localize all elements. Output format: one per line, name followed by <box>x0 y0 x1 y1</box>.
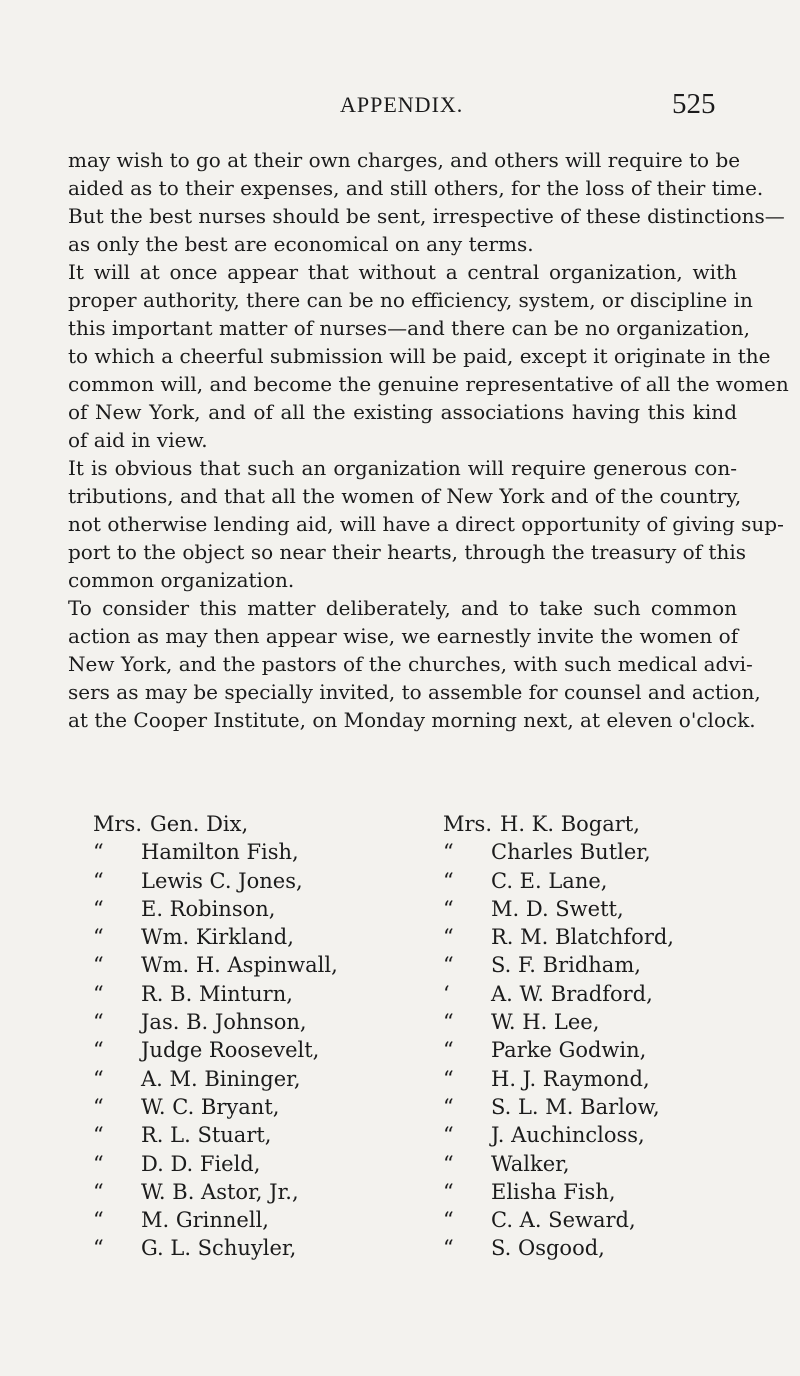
text-line: this important matter of nurses—and there can be no organization, <box>68 316 751 340</box>
ditto-mark: “ <box>443 1236 454 1261</box>
signatory <box>93 1206 338 1234</box>
running-head: APPENDIX. <box>340 92 464 117</box>
signatory <box>93 1150 338 1178</box>
signatory-name: R. L. Stuart, <box>141 1123 272 1148</box>
signatory <box>93 923 338 951</box>
signatory-name: C. A. Seward, <box>491 1208 636 1233</box>
signatory-name: E. Robinson, <box>141 896 276 921</box>
text-line: proper authority, there can be no efficiency, system, or discipline in <box>68 288 753 312</box>
text-line: sers as may be specially invited, to assemble for counsel and action, <box>68 680 761 704</box>
ditto-mark: “ <box>443 1179 454 1204</box>
ditto-mark: “ <box>93 1038 104 1063</box>
signatory-name: Elisha Fish, <box>491 1179 616 1204</box>
signatory <box>443 980 674 1008</box>
signatory <box>443 867 674 895</box>
signatory <box>93 951 338 979</box>
signatory <box>93 1036 338 1064</box>
signatory-name: D. D. Field, <box>141 1151 261 1176</box>
text-line: It is obvious that such an organization will require generous con- <box>68 456 737 480</box>
signatory-name: Jas. B. Johnson, <box>141 1010 307 1035</box>
ditto-mark: “ <box>443 1038 454 1063</box>
ditto-mark: “ <box>93 1066 104 1091</box>
signatory <box>443 1008 674 1036</box>
signatory-name: S. F. Bridham, <box>491 953 641 978</box>
text-line: aided as to their expenses, and still others, for the loss of their time. <box>68 176 764 200</box>
signatory-name: W. C. Bryant, <box>141 1094 280 1119</box>
text-line: at the Cooper Institute, on Monday morning next, at eleven o'clock. <box>68 708 756 732</box>
page-number: 525 <box>672 88 716 120</box>
ditto-mark: “ <box>93 1010 104 1035</box>
signatory <box>93 1121 338 1149</box>
signatory-name: Charles Butler, <box>491 840 651 865</box>
signatory <box>93 810 338 838</box>
signatory <box>93 1008 338 1036</box>
ditto-mark: “ <box>93 1208 104 1233</box>
signatory-name: C. E. Lane, <box>491 868 608 893</box>
signatory <box>93 1178 338 1206</box>
signatory-name: M. Grinnell, <box>141 1208 269 1233</box>
signatory-name: Wm. H. Aspinwall, <box>141 953 338 978</box>
ditto-mark: “ <box>93 1151 104 1176</box>
signatory <box>93 1093 338 1121</box>
signatory <box>93 867 338 895</box>
signatory <box>93 895 338 923</box>
signatory-name: G. L. Schuyler, <box>141 1236 297 1261</box>
signatory-name: S. Osgood, <box>491 1236 605 1261</box>
ditto-mark: “ <box>443 1010 454 1035</box>
text-line: common will, and become the genuine representative of all the women <box>68 372 789 396</box>
text-line: of aid in view. <box>68 428 208 452</box>
ditto-mark: “ <box>93 868 104 893</box>
ditto-mark: “ <box>93 1094 104 1119</box>
text-line: of New York, and of all the existing associations having this kind <box>68 400 737 424</box>
signatory <box>443 1206 674 1234</box>
signatory <box>443 895 674 923</box>
ditto-mark: “ <box>443 1066 454 1091</box>
text-line: action as may then appear wise, we earnestly invite the women of <box>68 624 739 648</box>
ditto-mark: “ <box>93 840 104 865</box>
signatory <box>443 1234 674 1262</box>
signatory <box>93 838 338 866</box>
ditto-mark: “ <box>443 1151 454 1176</box>
ditto-mark: “ <box>93 896 104 921</box>
ditto-mark: “ <box>443 896 454 921</box>
ditto-mark: “ <box>443 953 454 978</box>
text-line: To consider this matter deliberately, and to take such common <box>68 596 737 620</box>
text-line: It will at once appear that without a central organization, with <box>68 260 737 284</box>
ditto-mark: “ <box>93 925 104 950</box>
signatory <box>443 1121 674 1149</box>
signatory-prefix: Mrs. <box>443 812 492 836</box>
text-line: port to the object so near their hearts, through the treasury of this <box>68 540 746 564</box>
ditto-mark: “ <box>93 1123 104 1148</box>
signatories-right-column <box>443 810 674 1263</box>
signatory <box>443 923 674 951</box>
signatory-name: H. K. Bogart, <box>500 812 640 836</box>
signatory-name: S. L. M. Barlow, <box>491 1094 660 1119</box>
signatory-prefix: Mrs. <box>93 812 142 836</box>
signatory <box>443 1150 674 1178</box>
text-line: But the best nurses should be sent, irrespective of these distinctions— <box>68 204 785 228</box>
signatories-left-column <box>93 810 338 1263</box>
text-line: may wish to go at their own charges, and others will require to be <box>68 148 741 172</box>
signatory-name: W. B. Astor, Jr., <box>141 1179 299 1204</box>
ditto-mark: “ <box>443 840 454 865</box>
text-line: common organization. <box>68 568 295 592</box>
signatory <box>93 1065 338 1093</box>
signatory <box>443 1178 674 1206</box>
signatory <box>443 838 674 866</box>
body-text <box>68 146 789 734</box>
signatory-name: Lewis C. Jones, <box>141 868 303 893</box>
signatory <box>93 1234 338 1262</box>
ditto-mark: “ <box>443 925 454 950</box>
signatory-name: R. M. Blatchford, <box>491 925 674 950</box>
signatory-name: Judge Roosevelt, <box>141 1038 320 1063</box>
signatory-name: Wm. Kirkland, <box>141 925 294 950</box>
signatory-name: W. H. Lee, <box>491 1010 600 1035</box>
signatory <box>93 980 338 1008</box>
ditto-mark: ‘ <box>443 981 450 1006</box>
signatory-name: A. M. Bininger, <box>141 1066 301 1091</box>
signatory-name: Walker, <box>491 1151 570 1176</box>
signatory-name: M. D. Swett, <box>491 896 624 921</box>
signatory <box>443 951 674 979</box>
signatory <box>443 1093 674 1121</box>
text-line: to which a cheerful submission will be paid, except it originate in the <box>68 344 771 368</box>
text-line: not otherwise lending aid, will have a direct opportunity of giving sup- <box>68 512 784 536</box>
signatory-name: J. Auchincloss, <box>491 1123 645 1148</box>
signatory-name: Hamilton Fish, <box>141 840 299 865</box>
signatory-name: Gen. Dix, <box>150 812 249 836</box>
text-line: New York, and the pastors of the churches, with such medical advi- <box>68 652 753 676</box>
text-line: as only the best are economical on any terms. <box>68 232 534 256</box>
ditto-mark: “ <box>93 1179 104 1204</box>
signatory <box>443 1036 674 1064</box>
signatory <box>443 810 674 838</box>
ditto-mark: “ <box>443 868 454 893</box>
page-header <box>0 88 800 128</box>
signatory-name: Parke Godwin, <box>491 1038 647 1063</box>
ditto-mark: “ <box>443 1094 454 1119</box>
ditto-mark: “ <box>93 1236 104 1261</box>
text-line: tributions, and that all the women of New York and of the country, <box>68 484 742 508</box>
signatory <box>443 1065 674 1093</box>
ditto-mark: “ <box>93 953 104 978</box>
signatory-name: H. J. Raymond, <box>491 1066 650 1091</box>
signatory-name: A. W. Bradford, <box>491 981 653 1006</box>
signatory-name: R. B. Minturn, <box>141 981 293 1006</box>
ditto-mark: “ <box>443 1208 454 1233</box>
ditto-mark: “ <box>93 981 104 1006</box>
ditto-mark: “ <box>443 1123 454 1148</box>
